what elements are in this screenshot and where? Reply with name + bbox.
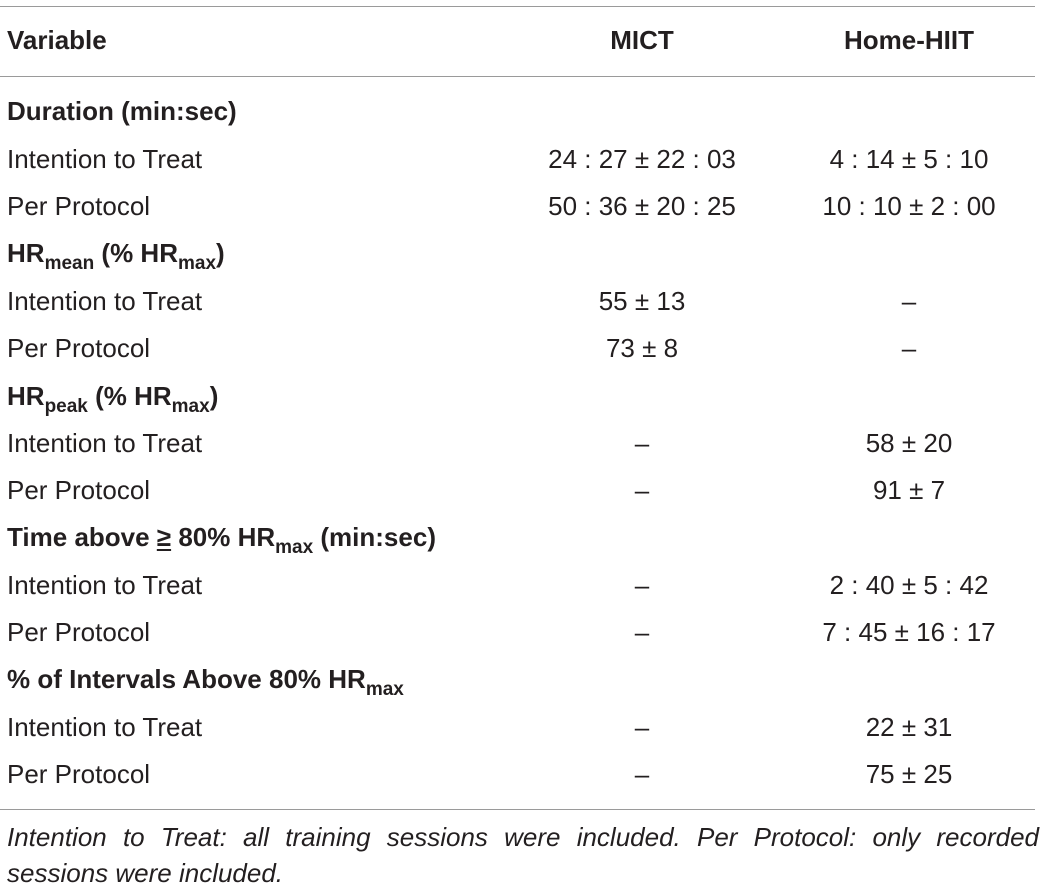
hiit-value: 7 : 45 ± 16 : 17: [822, 617, 996, 647]
mict-value: –: [634, 475, 650, 505]
table-row: [0, 325, 1045, 372]
mict-value: 55 ± 13: [598, 286, 686, 316]
hiit-value: 91 ± 7: [872, 475, 946, 505]
mict-value: –: [634, 617, 650, 647]
section-title: Duration (min:sec): [7, 96, 237, 126]
table-row: [0, 704, 1045, 751]
table-row: [0, 136, 1045, 183]
section-hr-mean: [0, 230, 1045, 277]
mict-value: 50 : 36 ± 20 : 25: [548, 191, 736, 221]
section-title: $HR_{mean}$ (% $HR_{max}$): [7, 238, 225, 274]
header-row: [0, 17, 1045, 64]
table-row: [0, 183, 1045, 230]
table-row: [0, 562, 1045, 609]
table-row: [0, 420, 1045, 467]
section-time-above: [0, 514, 1045, 561]
section-intervals-above: [0, 656, 1045, 703]
hiit-value: 58 ± 20: [865, 428, 953, 458]
row-label: Per Protocol: [7, 759, 151, 789]
table-row: [0, 751, 1045, 798]
mict-value: –: [634, 428, 650, 458]
section-title: Time above ≥ 80% $HR_{max}$ (min:sec): [7, 522, 436, 558]
mict-value: 24 : 27 ± 22 : 03: [548, 144, 736, 174]
section-title: % of Intervals Above 80% $HR_{max}$: [7, 664, 404, 700]
mict-value: 73 ± 8: [605, 333, 679, 363]
hiit-value: 75 ± 25: [865, 759, 953, 789]
header-home-hiit: Home-HIIT: [844, 25, 974, 55]
header-mict: MICT: [610, 25, 674, 55]
hiit-value: 2 : 40 ± 5 : 42: [829, 570, 989, 600]
row-label: Intention to Treat: [7, 428, 203, 458]
row-label: Per Protocol: [7, 475, 151, 505]
header-variable: Variable: [7, 25, 107, 55]
row-label: Per Protocol: [7, 617, 151, 647]
hiit-value: 10 : 10 ± 2 : 00: [822, 191, 996, 221]
table-footnote: Intention to Treat: all training sessions were included. Per Protocol: only recorded sessions were included.: [7, 822, 1039, 888]
hiit-value: –: [901, 333, 917, 363]
hiit-value: –: [901, 286, 917, 316]
section-title: $HR_{peak}$ (% $HR_{max}$): [7, 381, 219, 417]
row-label: Intention to Treat: [7, 570, 203, 600]
mict-value: –: [634, 570, 650, 600]
mict-value: –: [634, 759, 650, 789]
section-duration: [0, 88, 1045, 135]
row-label: Intention to Treat: [7, 286, 203, 316]
row-label: Per Protocol: [7, 191, 151, 221]
table-row: [0, 278, 1045, 325]
row-label: Intention to Treat: [7, 144, 203, 174]
header-rule: [0, 76, 1035, 77]
row-label: Intention to Treat: [7, 712, 203, 742]
table-row: [0, 467, 1045, 514]
bottom-rule: [0, 809, 1035, 810]
top-rule: [0, 6, 1035, 7]
section-hr-peak: [0, 373, 1045, 420]
table-row: [0, 609, 1045, 656]
row-label: Per Protocol: [7, 333, 151, 363]
hiit-value: 4 : 14 ± 5 : 10: [829, 144, 989, 174]
mict-value: –: [634, 712, 650, 742]
hiit-value: 22 ± 31: [865, 712, 953, 742]
